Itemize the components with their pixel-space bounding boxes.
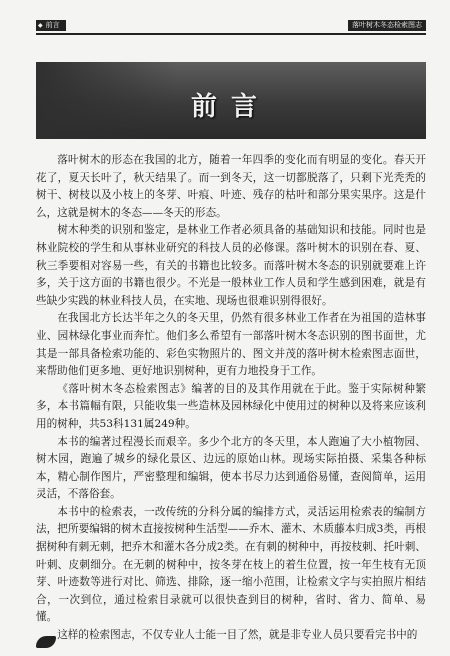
chapter-banner bbox=[36, 62, 426, 139]
section-marker-icon: ◆ bbox=[38, 22, 43, 29]
chapter-title: 前言 bbox=[190, 92, 271, 122]
header-section-label: 前言 bbox=[45, 21, 60, 29]
leaf-ornament-icon bbox=[36, 636, 56, 648]
paragraph: 本书的编著过程漫长而艰辛。多少个北方的冬天里，本人跑遍了大小植物园、树木园，跑遍了城乡的绿化景区、边远的原始山林。现场实际拍摄、采集各种标本，精心制作图片，严密整理和编辑，使本书尽力达到通俗易懂，查阅简单，运用灵活，不落俗套。 bbox=[36, 435, 426, 501]
paragraph: 在我国北方长达半年之久的冬天里，仍然有很多林业工作者在为祖国的造林事业、园林绿化事业而奔忙。他们多么希望有一部落叶树木冬态识别的图书面世，尤其是一部具备检索功能的、彩色实物照片的、图文并茂的落叶树木检索图志面世，来帮助他们更多地、更好地识别树种，更有力地投身于工作。 bbox=[36, 312, 426, 378]
paragraph: 树木种类的识别和鉴定，是林业工作者必须具备的基础知识和技能。同时也是林业院校的学生和从事林业研究的科技人员的必修课。落叶树木的识别在春、夏、秋三季要相对容易一些，有关的书籍也比较多。而落叶树木冬态的识别就要难上许多，关于这方面的书籍也很少。不光是一般林业工作人员和学生感到困难，就是有些缺少实践的林业科技人员，在实地、现场也很难识别得很好。 bbox=[36, 224, 426, 307]
paragraph: 《落叶树木冬态检索图志》编著的目的及其作用就在于此。鉴于实际树种繁多，本书篇幅有限，只能收集一些造林及园林绿化中使用过的树种以及将来应该利用的树种，共53科131属249种。 bbox=[36, 382, 426, 430]
paragraph: 本书中的检索表，一改传统的分科分属的编排方式，灵活运用检索表的编制方法，把所要编辑的树木直接按树种生活型——乔木、灌木、木质藤本归成3类，再根据树种有刺无刺，把乔木和灌木各分成2类。在有刺的树种中，再按枝刺、托叶刺、叶刺、皮刺细分。在无刺的树种中，按冬芽在枝上的着生位置，按一年生枝有无顶芽、叶迹数等进行对比、筛选、排除，逐一缩小范围，让检索文字与实拍照片相结合，一次到位，通过检索目录就可以很快查到目的树种，省时、省力、简单、易懂。 bbox=[36, 505, 426, 624]
header-section-tab bbox=[36, 20, 66, 31]
header-book-title: 落叶树木冬态检索图志 bbox=[348, 20, 426, 31]
paragraph: 这样的检索图志，不仅专业人士能一目了然，就是非专业人员只要看完书中的 bbox=[57, 629, 418, 642]
running-header bbox=[36, 20, 426, 35]
paragraph: 落叶树木的形态在我国的北方，随着一年四季的变化而有明显的变化。春天开花了，夏天长叶了，秋天结果了。而一到冬天，这一切都脱落了，只剩下光秃秃的树干、树枝以及小枝上的冬芽、叶痕、叶迹、残存的枯叶和部分果实果序。这是什么，这就是树木的冬态——冬天的形态。 bbox=[36, 154, 426, 219]
body-text bbox=[36, 152, 426, 645]
